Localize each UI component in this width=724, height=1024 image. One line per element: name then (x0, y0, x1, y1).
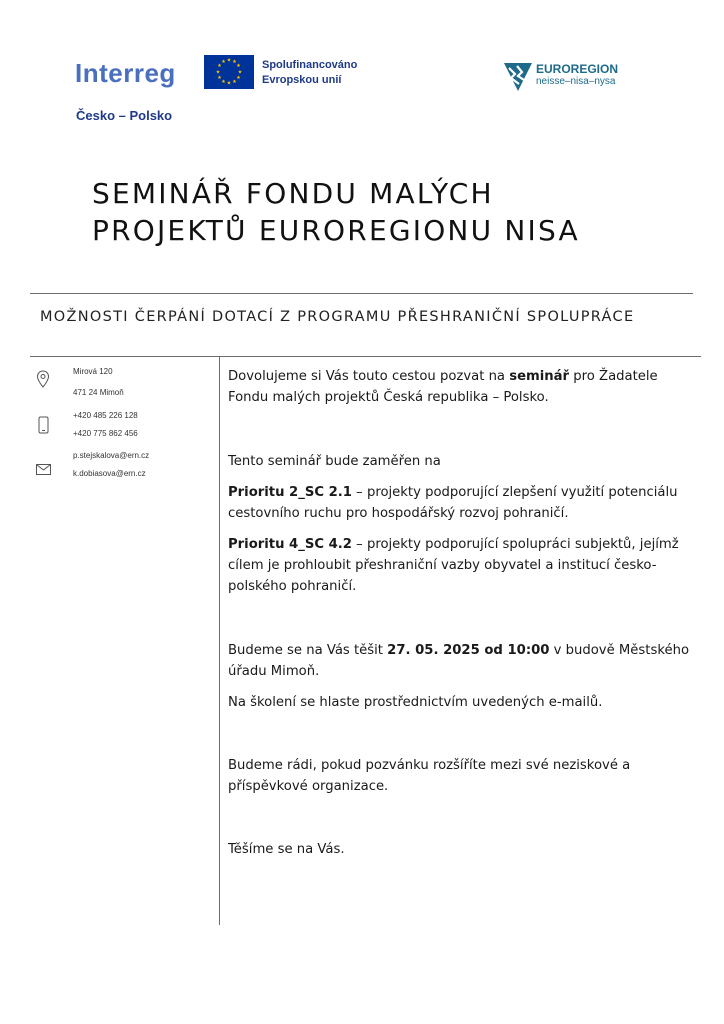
svg-text:★: ★ (217, 63, 222, 69)
email-link-1[interactable]: p.stejskalova@ern.cz (73, 451, 150, 460)
subtitle: MOŽNOSTI ČERPÁNÍ DOTACÍ Z PROGRAMU PŘESHRANIČNÍ SPOLUPRÁCE (40, 309, 635, 325)
date-paragraph (228, 640, 698, 682)
svg-text:★: ★ (236, 75, 241, 81)
closing-line: Těšíme se na Vás. (228, 842, 345, 857)
phone-number-1[interactable]: +420 485 226 128 (73, 411, 138, 420)
event-datetime: 27. 05. 2025 od 10:00 (387, 643, 550, 658)
phone-number-2[interactable]: +420 775 862 456 (73, 429, 138, 438)
page-title (92, 175, 580, 249)
priority-4-text: – projekty podporující spolupráci subjektů, jejímž cílem je prohloubit přeshraniční vazby obyvatel a institucí česko-polského pohraničí. (228, 537, 679, 594)
euroregion-logo-icon (502, 60, 534, 92)
divider-top (30, 293, 693, 294)
column-divider (219, 356, 220, 925)
intro-paragraph (228, 366, 698, 408)
euroregion-title: EUROREGION (536, 62, 619, 76)
svg-text:★: ★ (221, 79, 226, 85)
svg-text:★: ★ (217, 75, 222, 81)
title-line2: PROJEKTŮ EUROREGIONU NISA (92, 214, 580, 247)
intro-text-end: pro Žadatele Fondu malých projektů Česká republika – Polsko. (228, 369, 658, 405)
email-link-2[interactable]: k.dobiasova@ern.cz (73, 469, 146, 478)
divider-middle (30, 356, 701, 357)
share-request: Budeme rádi, pokud pozvánku rozšíříte mezi své neziskové a příspěvkové organizace. (228, 758, 631, 794)
priority-4-label: Prioritu 4_SC 4.2 (228, 537, 352, 552)
date-text: Budeme se na Vás těšit (228, 643, 388, 658)
address-line2: 471 24 Mimoň (73, 388, 124, 397)
eu-text-line2: Evropskou unií (262, 74, 342, 86)
invitation-body (228, 366, 698, 860)
country-label: Česko – Polsko (76, 108, 173, 123)
focus-intro: Tento seminář bude zaměřen na (228, 454, 441, 469)
priority-2-paragraph (228, 482, 698, 524)
eu-text-line1: Spolufinancováno (262, 59, 358, 71)
envelope-icon (36, 460, 51, 479)
svg-text:★: ★ (226, 80, 232, 87)
euroregion-subtitle: neisse–nisa–nysa (536, 76, 616, 87)
registration-note: Na školení se hlaste prostřednictvím uvedených e-mailů. (228, 695, 603, 710)
intro-text: Dovolujeme si Vás touto cestou pozvat na (228, 369, 510, 384)
svg-text:★: ★ (232, 59, 237, 65)
priority-2-label: Prioritu 2_SC 2.1 (228, 485, 352, 500)
svg-text:★: ★ (221, 59, 226, 65)
svg-text:★: ★ (237, 69, 243, 76)
svg-text:★: ★ (215, 69, 221, 76)
title-line1: SEMINÁŘ FONDU MALÝCH (92, 177, 494, 210)
address-line1: Mirová 120 (73, 367, 113, 376)
seminar-emphasis: seminář (509, 369, 570, 384)
svg-text:★: ★ (226, 57, 232, 64)
eu-flag-icon (204, 55, 254, 89)
interreg-logo: Interreg (75, 58, 176, 88)
svg-text:★: ★ (236, 63, 241, 69)
priority-4-paragraph (228, 534, 698, 597)
eu-cofinanced-text (262, 58, 357, 88)
location-pin-icon (36, 370, 50, 392)
priority-2-text: – projekty podporující zlepšení využití potenciálu cestovního ruchu pro hospodářský rozvoj pohraničí. (228, 485, 678, 521)
phone-icon (38, 416, 49, 438)
svg-text:★: ★ (232, 79, 237, 85)
venue-text: v budově Městského úřadu Mimoň. (228, 643, 690, 679)
